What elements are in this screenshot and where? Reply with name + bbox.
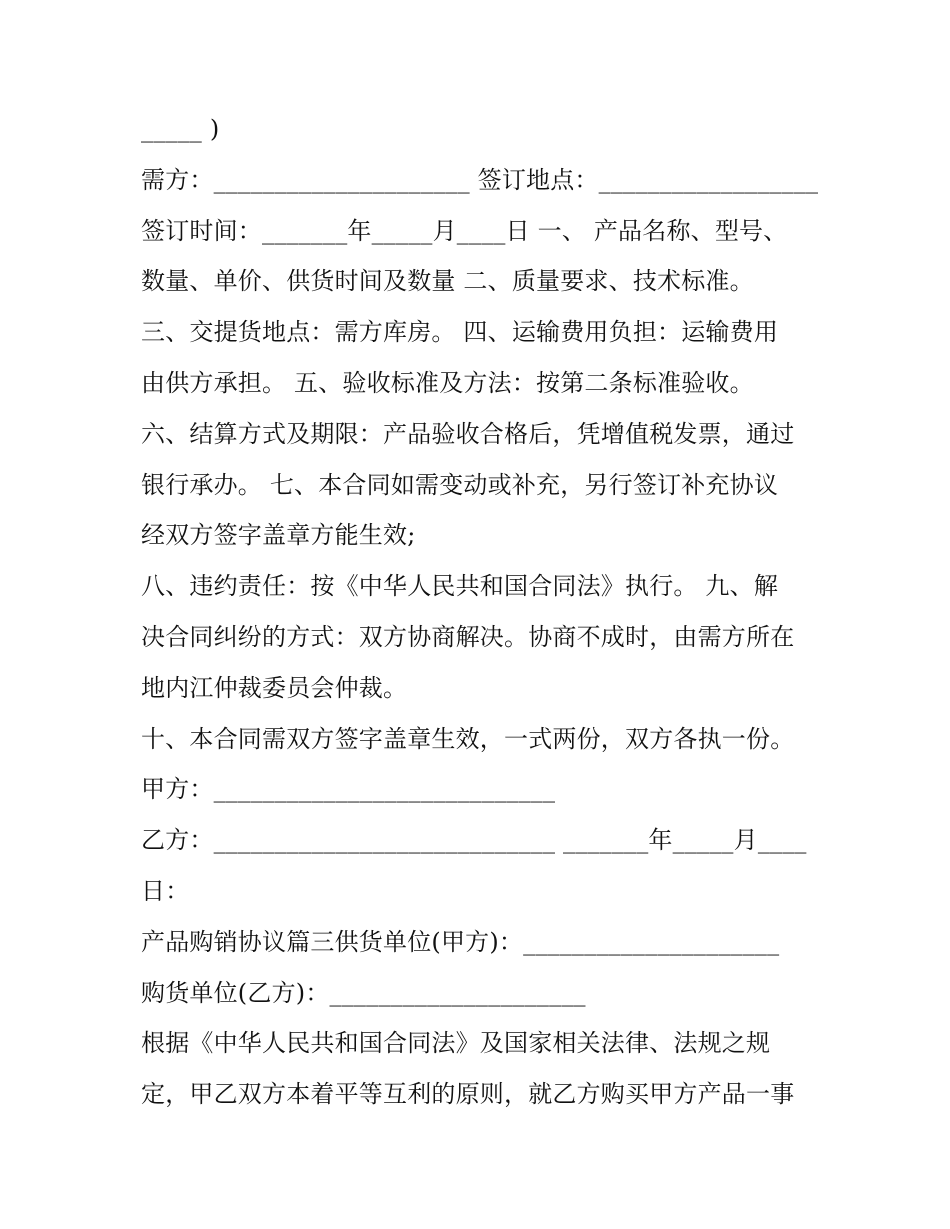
text-line-2: 需方：_____________________ 签订地点：__________________ xyxy=(141,165,819,194)
text-line-12: 地内江仲裁委员会仲裁。 xyxy=(141,673,408,702)
text-line-18: 购货单位(乙方)：_____________________ xyxy=(141,978,586,1007)
text-line-3: 签订时间：_______年_____月____日 一、 产品名称、型号、 xyxy=(141,216,788,245)
text-line-7: 六、结算方式及期限：产品验收合格后，凭增值税发票，通过 xyxy=(141,419,795,448)
text-line-20: 定，甲乙双方本着平等互利的原则，就乙方购买甲方产品一事 xyxy=(141,1080,795,1109)
text-line-4: 数量、单价、供货时间及数量 二、质量要求、技术标准。 xyxy=(141,267,754,296)
text-line-5: 三、交提货地点：需方库房。 四、运输费用负担：运输费用 xyxy=(141,318,779,347)
text-line-15: 乙方：____________________________ _______年_____月____ xyxy=(141,826,807,855)
text-line-19: 根据《中华人民共和国合同法》及国家相关法律、法规之规 xyxy=(141,1029,771,1058)
contract-text xyxy=(141,104,821,1120)
text-line-9: 经双方签字盖章方能生效; xyxy=(141,521,416,550)
text-line-14: 甲方：____________________________ xyxy=(141,775,556,804)
text-line-11: 决合同纠纷的方式：双方协商解决。协商不成时，由需方所在 xyxy=(141,622,795,651)
text-line-13: 十、本合同需双方签字盖章生效，一式两份，双方各执一份。 xyxy=(141,724,795,753)
text-line-1: _____ ) xyxy=(141,115,220,143)
text-line-17: 产品购销协议篇三供货单位(甲方)：_____________________ xyxy=(141,927,780,956)
text-line-8: 银行承办。 七、本合同如需变动或补充，另行签订补充协议 xyxy=(141,470,779,499)
text-line-6: 由供方承担。 五、验收标准及方法：按第二条标准验收。 xyxy=(141,368,754,397)
text-line-10: 八、违约责任：按《中华人民共和国合同法》执行。 九、解 xyxy=(141,572,779,601)
text-line-16: 日： xyxy=(141,876,190,905)
